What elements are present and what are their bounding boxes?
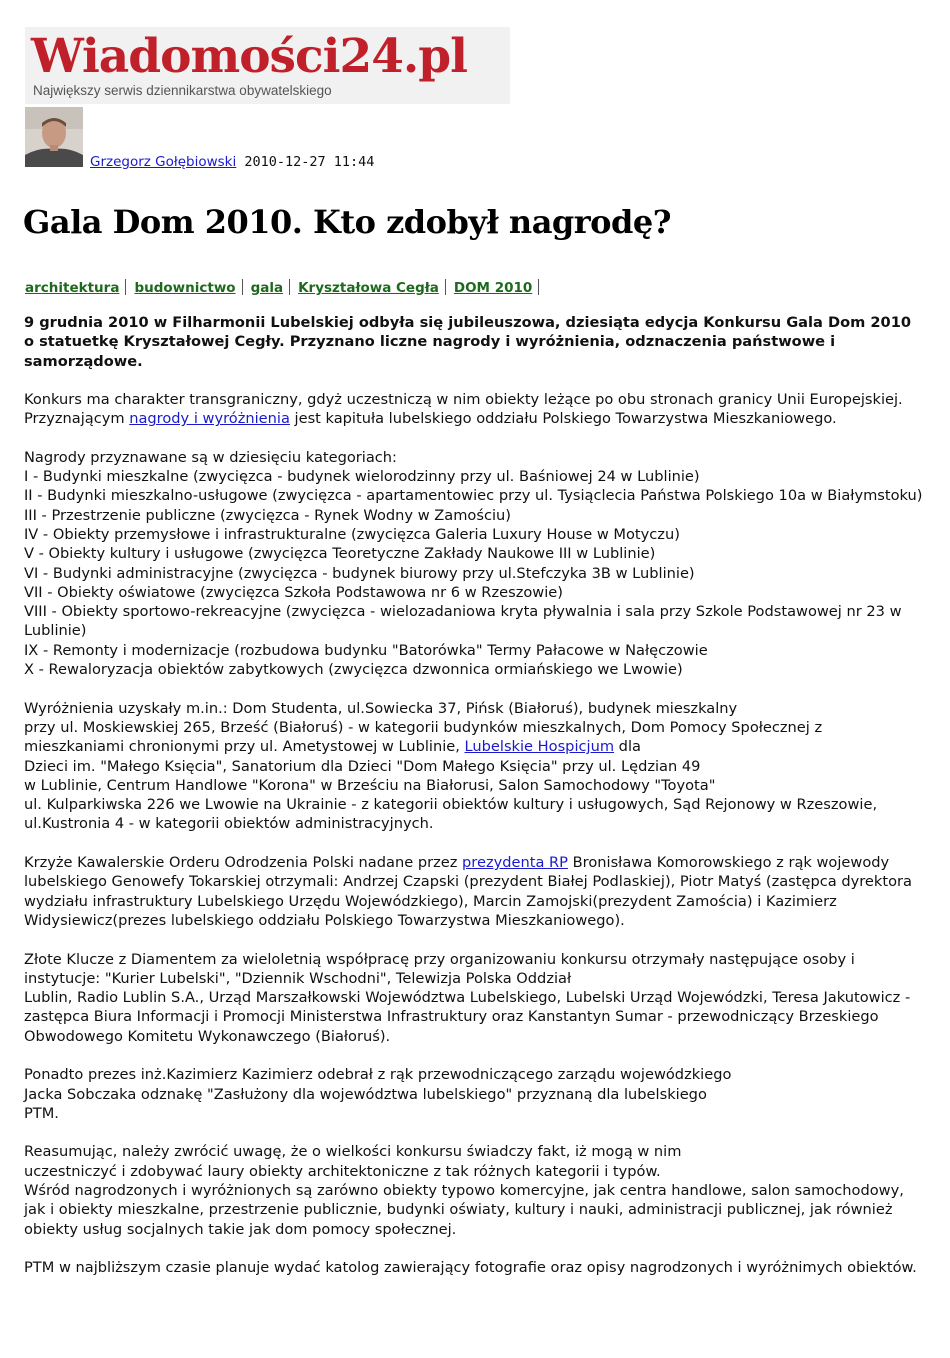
article-lead: 9 grudnia 2010 w Filharmonii Lubelskiej odbyła się jubileuszowa, dziesiąta edycja Konkursu Gala Dom 2010 o statuetkę Kryształowej Cegły. Przyznano liczne nagrody i wyróżnienia, odznaczenia państwowe i samorządowe. xyxy=(24,314,911,370)
category-item: IX - Remonty i modernizacje (rozbudowa budynku "Batorówka" Termy Pałacowe w Nałęczowie xyxy=(24,641,708,659)
tag-separator xyxy=(125,279,126,295)
paragraph-distinctions xyxy=(24,699,924,834)
hospicjum-link[interactable]: Lubelskie Hospicjum xyxy=(464,738,615,756)
awards-link[interactable]: nagrody i wyróżnienia xyxy=(129,410,290,428)
paragraph-text: Reasumując, należy zwrócić uwagę, że o wielkości konkursu świadczy fakt, iż mogą w nim xyxy=(24,1143,682,1161)
categories-intro: Nagrody przyznawane są w dziesięciu kategoriach: xyxy=(24,448,397,466)
paragraph-text: ul. Kulparkiwska 226 we Lwowie na Ukrainie - z kategorii obiektów kultury i usługowych, Sąd Rejonowy w Rzeszowie, ul.Kustronia 4 - w kategorii obiektów administracyjnych. xyxy=(24,796,878,833)
author-link[interactable]: Grzegorz Gołębiowski xyxy=(90,154,237,170)
paragraph-text: Złote Klucze z Diamentem za wieloletnią współpracę przy organizowaniu konkursu otrzymały następujące osoby i instytucje: "Kurier Lubelski", "Dziennik Wschodni", Telewizja Polska Oddział xyxy=(24,950,855,987)
category-item: IV - Obiekty przemysłowe i infrastrukturalne (zwycięzca Galeria Luxury House w Motyczu) xyxy=(24,525,680,543)
paragraph-text: przy ul. Moskiewskiej 265, Brześć (Białoruś) - w kategorii budynków mieszkalnych, Dom Pomocy Społecznej z mieszkaniami chronionymi przy ul. Ametystowej w Lublinie, xyxy=(24,718,823,756)
paragraph-text: Jacka Sobczaka odznakę "Zasłużony dla województwa lubelskiego" przyznaną dla lubelskiego xyxy=(24,1085,707,1103)
tag-separator xyxy=(242,279,243,295)
categories-list xyxy=(24,467,924,679)
tag-separator xyxy=(445,279,446,295)
tag-budownictwo[interactable]: budownictwo xyxy=(134,280,236,296)
article-body xyxy=(24,313,924,1278)
article-timestamp: 2010-12-27 11:44 xyxy=(244,154,375,170)
article-meta xyxy=(90,153,374,171)
paragraph-text: Dzieci im. "Małego Księcia", Sanatorium dla Dzieci "Dom Małego Księcia" przy ul. Lędzian 49 xyxy=(24,757,701,775)
category-item: VIII - Obiekty sportowo-rekreacyjne (zwycięzca - wielozadaniowa kryta pływalnia i sala przy Szkole Podstawowej nr 23 w Lublinie) xyxy=(24,603,902,640)
category-item: I - Budynki mieszkalne (zwycięzca - budynek wielorodzinny przy ul. Baśniowej 24 w Lublinie) xyxy=(24,468,700,486)
paragraph-text: Bronisława Komorowskiego z rąk wojewody lubelskiego Genowefy Tokarskiej otrzymali: Andrzej Czapski (prezydent Białej Podlaskiej), Piotr Matyś (zastępca dyrektora wydziału infrastruktury Lubelskiego Urzędu Wojewódzkiego), Marcin Zamojski(prezydent Zamościa) i Kazimierz Widysiewicz(prezes lubelskiego oddziału Polskiego Towarzystwa Mieszkaniowego). xyxy=(24,854,912,929)
logo-title: Wiadomości24.pl xyxy=(31,29,467,84)
paragraph-text: dla xyxy=(614,738,641,756)
tag-gala[interactable]: gala xyxy=(250,280,284,296)
tag-krysztalowa-cegla[interactable]: Kryształowa Cegła xyxy=(298,280,439,296)
paragraph-text: Wśród nagrodzonych i wyróżnionych są zarówno obiekty typowo komercyjne, jak centra handlowe, salon samochodowy, jak i obiekty mieszkalne, przestrzenie publicznie, budynki oświaty, kultury i nauki, administracji publicznej, jak również obiekty usług socjalnych takie jak dom pomocy społecznej. xyxy=(24,1182,904,1238)
paragraph-text: w Lublinie, Centrum Handlowe "Korona" w Brześciu na Białorusi, Salon Samochodowy "Toyota" xyxy=(24,776,716,794)
category-item: VII - Obiekty oświatowe (zwycięzca Szkoła Podstawowa nr 6 w Rzeszowie) xyxy=(24,583,563,601)
tag-list xyxy=(25,278,547,298)
category-item: X - Rewaloryzacja obiektów zabytkowych (zwycięzca dzwonnica ormiańskiego we Lwowie) xyxy=(24,661,683,679)
author-avatar[interactable] xyxy=(25,107,83,167)
tag-dom-2010[interactable]: DOM 2010 xyxy=(453,280,533,296)
paragraph-summary xyxy=(24,1142,924,1238)
category-item: V - Obiekty kultury i usługowe (zwycięzca Teoretyczne Zakłady Naukowe III w Lublinie) xyxy=(24,545,656,563)
tag-separator xyxy=(538,279,539,295)
paragraph-badge xyxy=(24,1065,924,1123)
paragraph-text: uczestniczyć i zdobywać laury obiekty architektoniczne z tak różnych kategorii i typów. xyxy=(24,1162,661,1180)
paragraph-golden-keys xyxy=(24,950,924,1046)
tag-separator xyxy=(289,279,290,295)
paragraph-text: Ponadto prezes inż.Kazimierz Kazimierz odebrał z rąk przewodniczącego zarządu wojewódzkiego xyxy=(24,1066,732,1084)
paragraph-catalog: PTM w najbliższym czasie planuje wydać katolog zawierający fotografie oraz opisy nagrodzonych i wyróżnimych obiektów. xyxy=(24,1259,917,1277)
tag-architektura[interactable]: architektura xyxy=(25,280,120,296)
article-title: Gala Dom 2010. Kto zdobył nagrodę? xyxy=(23,203,671,241)
site-logo[interactable] xyxy=(25,27,510,104)
author-photo xyxy=(25,107,83,167)
paragraph-crosses xyxy=(24,853,924,930)
category-item: II - Budynki mieszkalno-usługowe (zwycięzca - apartamentowiec przy ul. Tysiąclecia Państwa Polskiego 10a w Białymstoku) xyxy=(24,487,923,505)
logo-tagline: Największy serwis dziennikarstwa obywatelskiego xyxy=(33,83,332,98)
paragraph-text: Wyróżnienia uzyskały m.in.: Dom Studenta, ul.Sowiecka 37, Pińsk (Białoruś), budynek mieszkalny xyxy=(24,699,738,717)
paragraph-intro xyxy=(24,390,924,429)
president-link[interactable]: prezydenta RP xyxy=(462,854,568,872)
paragraph-text: jest kapituła lubelskiego oddziału Polskiego Towarzystwa Mieszkaniowego. xyxy=(289,410,837,428)
paragraph-text: PTM. xyxy=(24,1104,59,1122)
paragraph-text: Lublin, Radio Lublin S.A., Urząd Marszałkowski Województwa Lubelskiego, Lubelski Urząd Wojewódzki, Teresa Jakutowicz - zastępca Biura Informacji i Promocji Ministerstwa Infrastruktury oraz Kanstantyn Sumar - przewodniczący Brzeskiego Obwodowego Komitetu Wykonawczego (Białoruś). xyxy=(24,989,911,1045)
paragraph-text: Krzyże Kawalerskie Orderu Odrodzenia Polski nadane przez xyxy=(24,854,463,872)
category-item: VI - Budynki administracyjne (zwycięzca - budynek biurowy przy ul.Stefczyka 3B w Lublinie) xyxy=(24,564,695,582)
category-item: III - Przestrzenie publiczne (zwycięzca - Rynek Wodny w Zamościu) xyxy=(24,506,511,524)
paragraph-text: Konkurs ma charakter transgraniczny, gdyż uczestniczą w nim obiekty leżące po obu stronach granicy Unii Europejskiej. Przyznającym xyxy=(24,390,903,428)
